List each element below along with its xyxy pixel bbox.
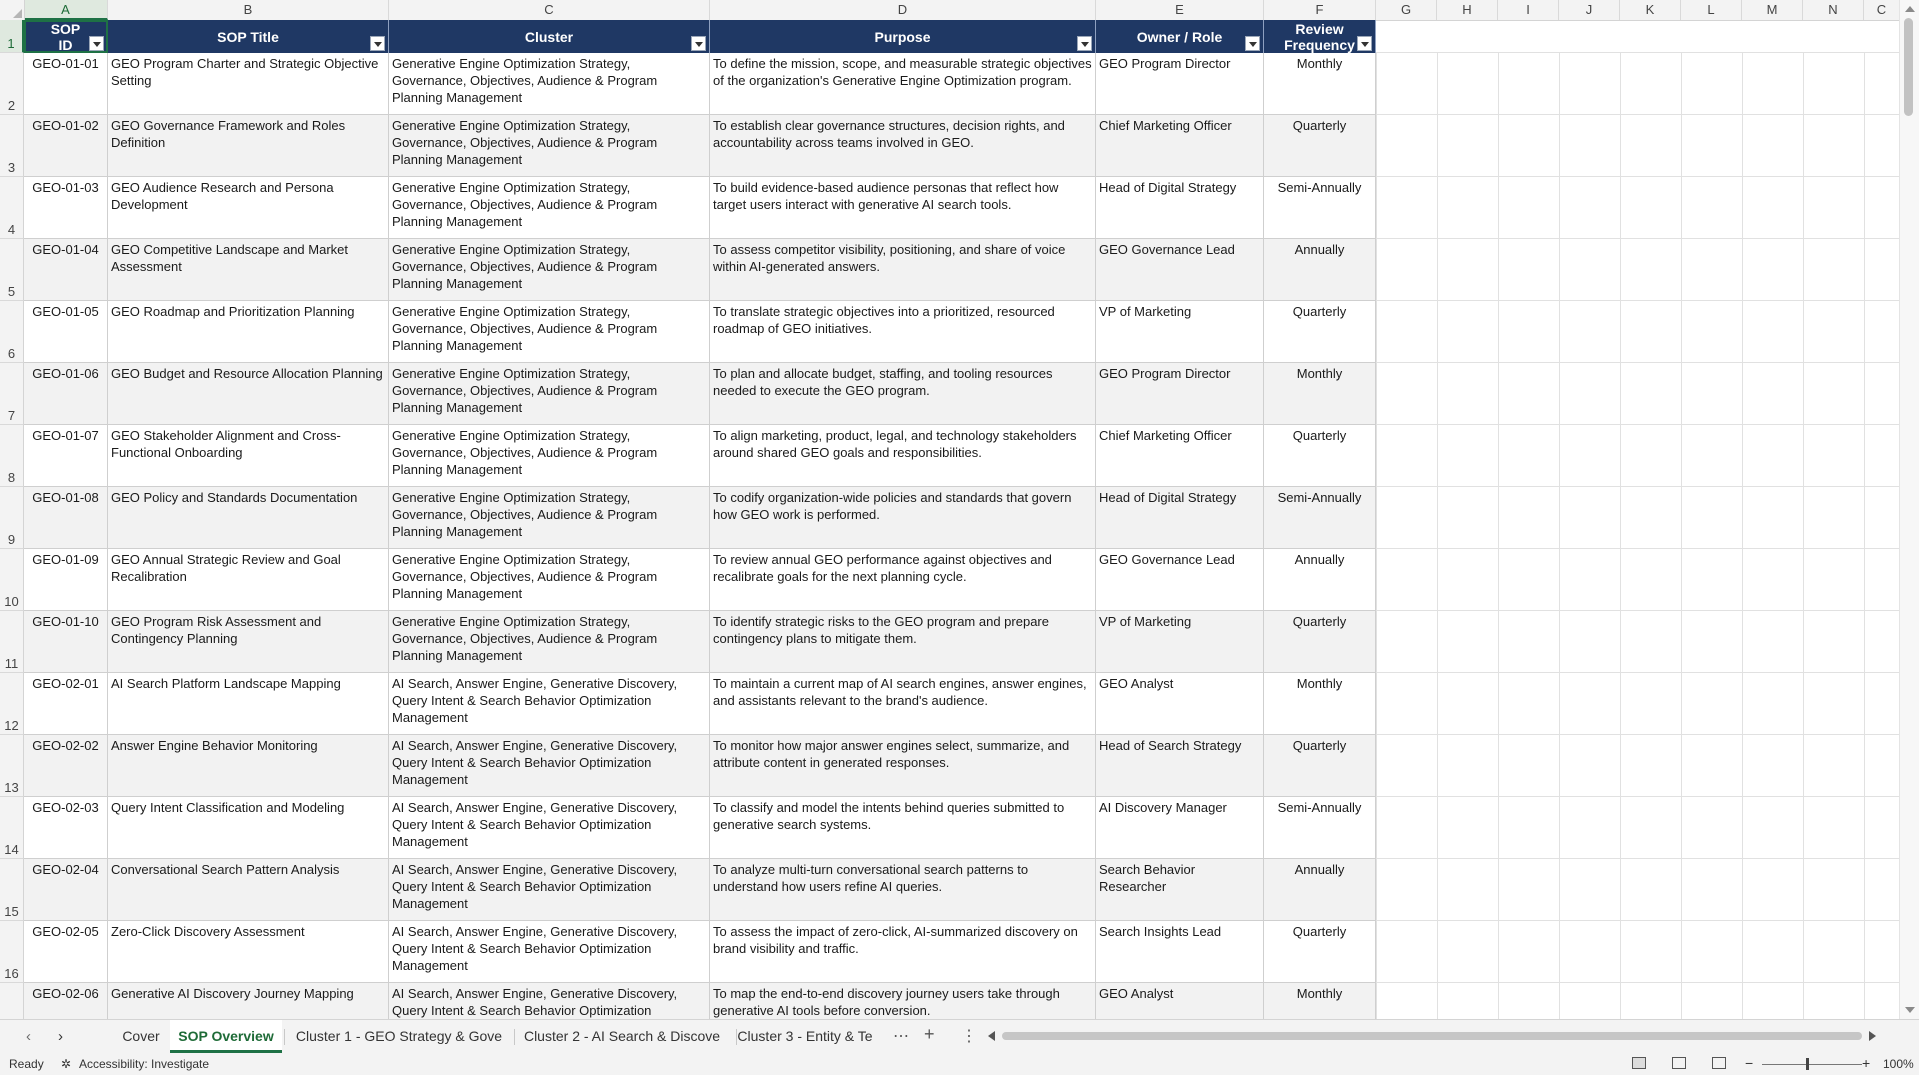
table-cell-purpose[interactable]: To review annual GEO performance against objectives and recalibrate goals for the next planning cycle. [710,549,1096,611]
table-cell-purpose[interactable]: To identify strategic risks to the GEO program and prepare contingency plans to mitigate them. [710,611,1096,673]
column-header-n[interactable]: N [1803,0,1864,20]
filter-dropdown-icon[interactable] [1357,36,1372,51]
gridline [1376,486,1900,487]
row-number: 5 [7,284,16,299]
table-cell-freq[interactable]: Monthly [1264,363,1376,425]
table-cell-owner[interactable]: GEO Program Director [1096,363,1264,425]
normal-view-icon[interactable] [1632,1057,1646,1069]
zoom-slider-knob[interactable] [1806,1058,1809,1070]
table-cell-purpose[interactable]: To establish clear governance structures, decision rights, and accountability across teams involved in GEO. [710,115,1096,177]
table-cell-title[interactable]: GEO Governance Framework and Roles Definition [108,115,389,177]
sheet-tab[interactable]: Cover [122,1028,160,1044]
zoom-out-icon[interactable]: − [1745,1055,1754,1071]
gridline [1376,238,1900,239]
table-cell-owner[interactable]: Head of Digital Strategy [1096,487,1264,549]
header-label: SOP Title [217,28,279,45]
row-header[interactable] [0,797,24,859]
page-break-view-icon[interactable] [1712,1057,1726,1069]
zoom-level[interactable]: 100% [1883,1057,1914,1071]
table-header-cell[interactable] [1264,20,1376,53]
filter-dropdown-icon[interactable] [1077,36,1092,51]
column-header-e[interactable]: E [1096,0,1264,20]
table-cell-id[interactable]: GEO-01-02 [24,115,108,177]
vertical-scrollbar[interactable] [1899,0,1919,1019]
table-cell-freq[interactable]: Semi-Annually [1264,797,1376,859]
column-header-c[interactable]: C [1864,0,1900,20]
filter-dropdown-icon[interactable] [1245,36,1260,51]
table-cell-purpose[interactable]: To align marketing, product, legal, and technology stakeholders around shared GEO goals and responsibilities. [710,425,1096,487]
table-cell-cluster[interactable]: Generative Engine Optimization Strategy, Governance, Objectives, Audience & Program Planning Management [389,487,710,549]
table-cell-title[interactable]: Answer Engine Behavior Monitoring [108,735,389,797]
gridline [1376,982,1900,983]
table-cell-owner[interactable]: GEO Analyst [1096,673,1264,735]
gridline [1376,548,1900,549]
gridline [1620,53,1621,1019]
gridline [1376,734,1900,735]
table-cell-purpose[interactable]: To build evidence-based audience personas that reflect how target users interact with generative AI search tools. [710,177,1096,239]
table-cell-purpose[interactable]: To define the mission, scope, and measurable strategic objectives of the organization's Generative Engine Optimization program. [710,53,1096,115]
table-cell-cluster[interactable]: Generative Engine Optimization Strategy, Governance, Objectives, Audience & Program Planning Management [389,239,710,301]
status-bar [0,1053,1919,1075]
table-cell-owner[interactable]: Head of Digital Strategy [1096,177,1264,239]
table-header-cell[interactable] [710,20,1096,53]
table-cell-id[interactable]: GEO-02-06 [24,983,108,1019]
table-cell-cluster[interactable]: AI Search, Answer Engine, Generative Discovery, Query Intent & Search Behavior Optimization Management [389,673,710,735]
gridline [1376,796,1900,797]
table-cell-purpose[interactable]: To assess the impact of zero-click, AI-summarized discovery on brand visibility and traffic. [710,921,1096,983]
table-cell-cluster[interactable]: AI Search, Answer Engine, Generative Discovery, Query Intent & Search Behavior Optimization Management [389,735,710,797]
header-label: Owner / Role [1136,28,1223,45]
row-header[interactable] [0,487,24,549]
row-header[interactable] [0,673,24,735]
table-cell-cluster[interactable]: Generative Engine Optimization Strategy, Governance, Objectives, Audience & Program Planning Management [389,177,710,239]
sheet-tab[interactable]: SOP Overview [170,1020,282,1053]
table-cell-freq[interactable]: Quarterly [1264,115,1376,177]
table-cell-title[interactable]: GEO Competitive Landscape and Market Assessment [108,239,389,301]
table-cell-cluster[interactable]: AI Search, Answer Engine, Generative Discovery, Query Intent & Search Behavior Optimization Management [389,921,710,983]
table-cell-owner[interactable]: VP of Marketing [1096,611,1264,673]
table-cell-freq[interactable]: Annually [1264,239,1376,301]
header-label: Cluster [524,28,574,45]
row-header[interactable] [0,239,24,301]
table-cell-freq[interactable]: Annually [1264,859,1376,921]
status-ready: Ready [9,1057,44,1071]
header-label: Purpose [874,28,931,45]
table-cell-freq[interactable]: Semi-Annually [1264,177,1376,239]
gridline [1559,53,1560,1019]
table-cell-purpose[interactable]: To map the end-to-end discovery journey users take through generative AI tools before conversion. [710,983,1096,1019]
table-cell-freq[interactable]: Annually [1264,549,1376,611]
row-header[interactable] [0,549,24,611]
row-number: 1 [7,36,15,51]
row-header[interactable] [0,921,24,983]
column-header-f[interactable]: F [1264,0,1376,20]
row-header[interactable] [0,735,24,797]
gridline [1376,300,1900,301]
table-cell-id[interactable]: GEO-01-03 [24,177,108,239]
gridline [1498,53,1499,1019]
tab-separator [284,1029,285,1045]
table-cell-owner[interactable]: GEO Governance Lead [1096,239,1264,301]
table-cell-purpose[interactable]: To maintain a current map of AI search engines, answer engines, and assistants relevant to the brand's audience. [710,673,1096,735]
table-cell-owner[interactable]: VP of Marketing [1096,301,1264,363]
row-number: 7 [7,408,16,423]
gridline [1864,53,1865,1019]
table-cell-cluster[interactable]: Generative Engine Optimization Strategy, Governance, Objectives, Audience & Program Planning Management [389,115,710,177]
table-cell-owner[interactable]: GEO Governance Lead [1096,549,1264,611]
row-header[interactable] [0,301,24,363]
table-cell-freq[interactable]: Monthly [1264,53,1376,115]
table-cell-freq[interactable]: Monthly [1264,673,1376,735]
table-cell-cluster[interactable]: Generative Engine Optimization Strategy, Governance, Objectives, Audience & Program Planning Management [389,549,710,611]
table-cell-freq[interactable]: Semi-Annually [1264,487,1376,549]
gridline [1376,424,1900,425]
gridline [1376,52,1900,53]
zoom-slider[interactable] [1762,1064,1862,1065]
gridline [1376,176,1900,177]
row-header[interactable] [0,611,24,673]
table-cell-freq[interactable]: Quarterly [1264,425,1376,487]
table-cell-id[interactable]: GEO-02-03 [24,797,108,859]
table-cell-id[interactable]: GEO-01-09 [24,549,108,611]
table-cell-owner[interactable]: Head of Search Strategy [1096,735,1264,797]
table-cell-id[interactable]: GEO-01-06 [24,363,108,425]
row-number: 14 [4,842,19,857]
scroll-left-icon[interactable] [988,1031,995,1041]
row-number: 2 [7,98,16,113]
prev-sheet-icon[interactable]: ‹ [26,1028,31,1045]
table-cell-freq[interactable]: Quarterly [1264,735,1376,797]
table-cell-cluster[interactable]: Generative Engine Optimization Strategy, Governance, Objectives, Audience & Program Planning Management [389,611,710,673]
sheet-tab[interactable]: Cluster 1 - GEO Strategy & Gove [295,1028,503,1044]
scroll-thumb[interactable] [1904,18,1913,116]
scroll-up-icon[interactable] [1905,6,1915,12]
table-cell-id[interactable]: GEO-01-04 [24,239,108,301]
column-header-bar [0,0,1900,21]
gridline [1376,114,1900,115]
filter-dropdown-icon[interactable] [89,36,104,51]
table-cell-freq[interactable]: Quarterly [1264,921,1376,983]
column-header-k[interactable]: K [1620,0,1681,20]
gridline [1437,53,1438,1019]
table-cell-cluster[interactable]: Generative Engine Optimization Strategy, Governance, Objectives, Audience & Program Planning Management [389,363,710,425]
table-cell-title[interactable]: GEO Roadmap and Prioritization Planning [108,301,389,363]
table-cell-purpose[interactable]: To translate strategic objectives into a prioritized, resourced roadmap of GEO initiatives. [710,301,1096,363]
header-label: SOP ID [50,20,81,53]
table-cell-id[interactable]: GEO-02-05 [24,921,108,983]
column-header-d[interactable]: D [710,0,1096,20]
table-cell-purpose[interactable]: To plan and allocate budget, staffing, and tooling resources needed to execute the GEO program. [710,363,1096,425]
select-all-corner[interactable] [0,0,25,20]
table-cell-owner[interactable]: Search Behavior Researcher [1096,859,1264,921]
table-header-cell[interactable] [108,20,389,53]
table-cell-purpose[interactable]: To codify organization-wide policies and standards that govern how GEO work is performed. [710,487,1096,549]
column-header-m[interactable]: M [1742,0,1803,20]
table-cell-title[interactable]: GEO Annual Strategic Review and Goal Recalibration [108,549,389,611]
row-number: 3 [7,160,16,175]
column-header-g[interactable]: G [1376,0,1437,20]
gridline [1376,672,1900,673]
zoom-in-icon[interactable]: + [1862,1055,1871,1071]
row-header[interactable] [0,983,24,1019]
table-cell-id[interactable]: GEO-01-05 [24,301,108,363]
table-cell-id[interactable]: GEO-02-02 [24,735,108,797]
table-cell-id[interactable]: GEO-02-01 [24,673,108,735]
gridline [1376,920,1900,921]
row-number: 8 [7,470,16,485]
row-number: 11 [4,656,19,671]
sheet-tab[interactable]: Cluster 3 - Entity & Te [737,1028,873,1044]
table-cell-cluster[interactable]: AI Search, Answer Engine, Generative Discovery, Query Intent & Search Behavior Optimization Management [389,797,710,859]
gridline [1742,53,1743,1019]
table-header-cell[interactable] [24,20,108,53]
gridline [1376,610,1900,611]
table-cell-title[interactable]: AI Search Platform Landscape Mapping [108,673,389,735]
column-header-j[interactable]: J [1559,0,1620,20]
table-cell-owner[interactable]: AI Discovery Manager [1096,797,1264,859]
row-header-1[interactable] [0,20,24,53]
table-cell-freq[interactable]: Monthly [1264,983,1376,1019]
row-number: 6 [7,346,16,361]
table-cell-freq[interactable]: Quarterly [1264,611,1376,673]
table-cell-purpose[interactable]: To analyze multi-turn conversational search patterns to understand how users refine AI queries. [710,859,1096,921]
table-cell-id[interactable]: GEO-01-07 [24,425,108,487]
accessibility-status[interactable]: Accessibility: Investigate [79,1057,210,1071]
row-header[interactable] [0,425,24,487]
column-header-l[interactable]: L [1681,0,1742,20]
column-header-a[interactable]: A [24,0,108,20]
table-cell-id[interactable]: GEO-01-10 [24,611,108,673]
table-cell-cluster[interactable]: Generative Engine Optimization Strategy, Governance, Objectives, Audience & Program Planning Management [389,425,710,487]
table-cell-purpose[interactable]: To monitor how major answer engines select, summarize, and attribute content in generated responses. [710,735,1096,797]
filter-dropdown-icon[interactable] [691,36,706,51]
page-layout-view-icon[interactable] [1672,1057,1686,1069]
table-cell-owner[interactable]: GEO Program Director [1096,53,1264,115]
table-cell-id[interactable]: GEO-01-08 [24,487,108,549]
table-cell-purpose[interactable]: To classify and model the intents behind queries submitted to generative search systems. [710,797,1096,859]
row-header[interactable] [0,177,24,239]
sheet-tab[interactable]: Cluster 2 - AI Search & Discove [523,1028,721,1044]
table-cell-title[interactable]: Zero-Click Discovery Assessment [108,921,389,983]
row-number: 16 [4,966,19,981]
next-sheet-icon[interactable]: › [58,1028,63,1045]
column-header-c[interactable]: C [389,0,710,20]
gridline [1681,53,1682,1019]
row-header[interactable] [0,115,24,177]
row-number: 13 [4,780,19,795]
gridline [1376,53,1377,1019]
table-header-cell[interactable] [389,20,710,53]
row-header[interactable] [0,859,24,921]
row-number: 10 [4,594,19,609]
table-cell-title[interactable]: Generative AI Discovery Journey Mapping [108,983,389,1019]
table-cell-owner[interactable]: GEO Analyst [1096,983,1264,1019]
row-number: 12 [4,718,19,733]
table-cell-cluster[interactable]: Generative Engine Optimization Strategy, Governance, Objectives, Audience & Program Planning Management [389,53,710,115]
column-header-h[interactable]: H [1437,0,1498,20]
scroll-right-icon[interactable] [1869,1031,1876,1041]
table-cell-title[interactable]: GEO Program Risk Assessment and Contingency Planning [108,611,389,673]
row-header[interactable] [0,53,24,115]
column-header-b[interactable]: B [108,0,389,20]
tab-options-icon[interactable]: ⋮ [961,1028,977,1045]
table-cell-purpose[interactable]: To assess competitor visibility, positioning, and share of voice within AI-generated answers. [710,239,1096,301]
table-cell-owner[interactable]: Chief Marketing Officer [1096,425,1264,487]
table-cell-title[interactable]: GEO Audience Research and Persona Development [108,177,389,239]
table-cell-title[interactable]: GEO Stakeholder Alignment and Cross-Functional Onboarding [108,425,389,487]
accessibility-icon[interactable]: ✲ [61,1057,72,1071]
table-cell-title[interactable]: Conversational Search Pattern Analysis [108,859,389,921]
table-cell-cluster[interactable]: AI Search, Answer Engine, Generative Discovery, Query Intent & Search Behavior Optimization [389,983,710,1019]
scroll-down-icon[interactable] [1905,1007,1915,1013]
add-sheet-icon[interactable]: + [924,1024,935,1044]
horizontal-scroll-thumb[interactable] [1002,1032,1862,1040]
table-cell-title[interactable]: GEO Program Charter and Strategic Objective Setting [108,53,389,115]
table-cell-title[interactable]: Query Intent Classification and Modeling [108,797,389,859]
gridline [1376,858,1900,859]
table-cell-title[interactable]: GEO Budget and Resource Allocation Planning [108,363,389,425]
table-header-cell[interactable] [1096,20,1264,53]
table-cell-freq[interactable]: Quarterly [1264,301,1376,363]
gridline [1803,53,1804,1019]
sheet-tab-bar [0,1019,1919,1054]
more-tabs-icon[interactable]: ⋯ [893,1028,909,1045]
table-cell-id[interactable]: GEO-02-04 [24,859,108,921]
table-cell-owner[interactable]: Search Insights Lead [1096,921,1264,983]
row-number: 4 [7,222,16,237]
row-number: 9 [7,532,16,547]
column-header-i[interactable]: I [1498,0,1559,20]
row-number: 15 [4,904,19,919]
filter-dropdown-icon[interactable] [370,36,385,51]
header-label: Review Frequency [1284,20,1355,53]
table-cell-owner[interactable]: Chief Marketing Officer [1096,115,1264,177]
table-cell-cluster[interactable]: Generative Engine Optimization Strategy, Governance, Objectives, Audience & Program Planning Management [389,301,710,363]
table-cell-title[interactable]: GEO Policy and Standards Documentation [108,487,389,549]
table-cell-cluster[interactable]: AI Search, Answer Engine, Generative Discovery, Query Intent & Search Behavior Optimization Management [389,859,710,921]
row-header[interactable] [0,363,24,425]
horizontal-scrollbar[interactable] [988,1029,1876,1043]
gridline [1376,362,1900,363]
table-cell-id[interactable]: GEO-01-01 [24,53,108,115]
